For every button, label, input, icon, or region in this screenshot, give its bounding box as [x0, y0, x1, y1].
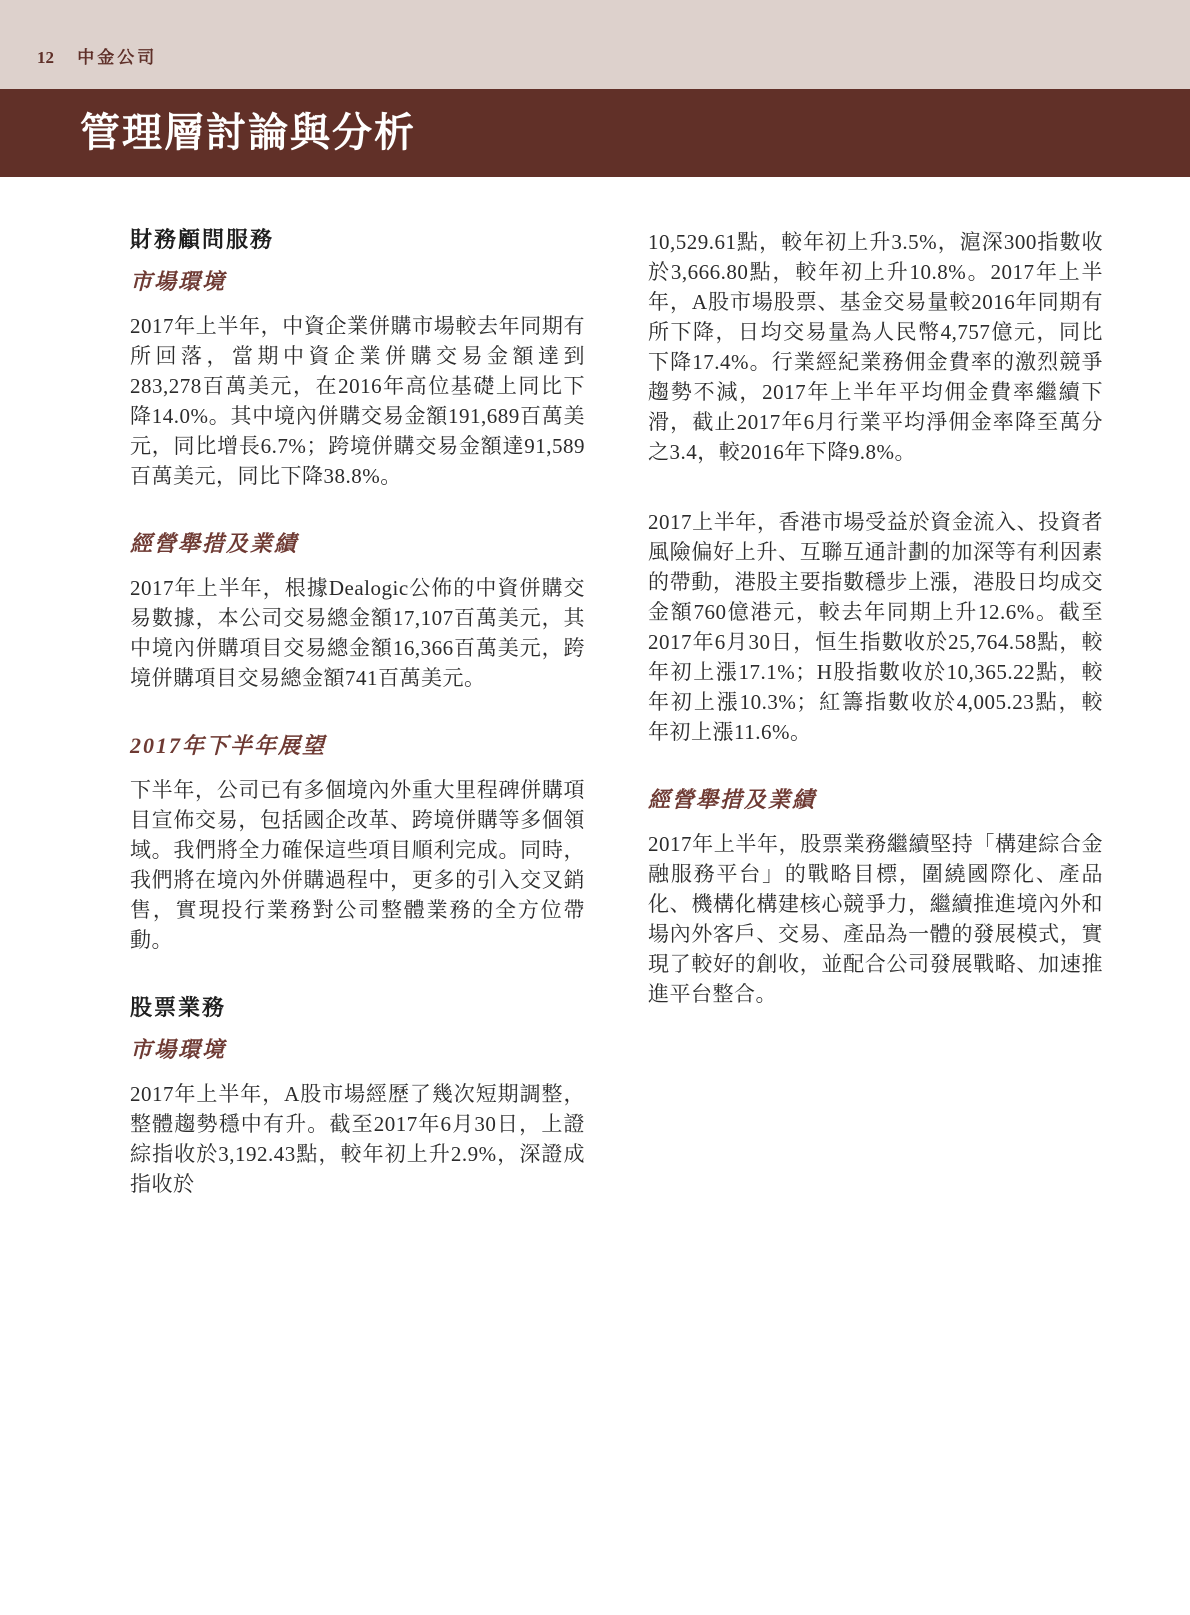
- section-heading-equities: 股票業務: [130, 995, 227, 1020]
- content-area: [0, 177, 1190, 1239]
- body-paragraph: 下半年，公司已有多個境內外重大里程碑併購項目宣佈交易，包括國企改革、跨境併購等多個領域。我們將全力確保這些項目順利完成。同時，我們將在境內外併購過程中，更多的引入交叉銷售，實現投行業務對公司整體業務的全方位帶動。: [130, 778, 585, 952]
- body-paragraph: 2017年上半年，A股市場經歷了幾次短期調整，整體趨勢穩中有升。截至2017年6月30日，上證綜指收於3,192.43點，較年初上升2.9%，深證成指收於: [130, 1082, 585, 1196]
- subsection-heading-outlook: 2017年下半年展望: [130, 733, 327, 758]
- section-heading-financial-advisory: 財務顧問服務: [130, 227, 275, 252]
- subsection-heading-operations-results: 經營舉措及業績: [648, 787, 817, 812]
- company-name: 中金公司: [77, 48, 158, 67]
- body-paragraph: 2017上半年，香港市場受益於資金流入、投資者風險偏好上升、互聯互通計劃的加深等有利因素的帶動，港股主要指數穩步上漲，港股日均成交金額760億港元，較去年同期上升12.6%。截至2017年6月30日，恒生指數收於25,764.58點，較年初上漲17.1%；H股指數收於10,365.22點，較年初上漲10.3%；紅籌指數收於4,005.23點，較年初上漲11.6%。: [648, 510, 1103, 744]
- body-paragraph: 2017年上半年，根據Dealogic公佈的中資併購交易數據，本公司交易總金額17,107百萬美元，其中境內併購項目交易總金額16,366百萬美元，跨境併購項目交易總金額741百萬美元。: [130, 576, 585, 690]
- page-number: 12: [37, 48, 54, 67]
- title-banner: [0, 89, 1190, 177]
- subsection-heading-operations-results: 經營舉措及業績: [130, 531, 299, 556]
- page-header: [0, 0, 1190, 89]
- subsection-heading-market-environment: 市場環境: [130, 1037, 227, 1062]
- body-paragraph: 2017年上半年，股票業務繼續堅持「構建綜合金融服務平台」的戰略目標，圍繞國際化、產品化、機構化構建核心競爭力，繼續推進境內外和場內外客戶、交易、產品為一體的發展模式，實現了較好的創收，並配合公司發展戰略、加速推進平台整合。: [648, 832, 1103, 1006]
- left-column: [130, 227, 585, 1239]
- page-title: 管理層討論與分析: [80, 110, 416, 155]
- body-paragraph: 10,529.61點，較年初上升3.5%，滬深300指數收於3,666.80點，較年初上升10.8%。2017年上半年，A股市場股票、基金交易量較2016年同期有所下降，日均交易量為人民幣4,757億元，同比下降17.4%。行業經紀業務佣金費率的激烈競爭趨勢不減，2017年上半年平均佣金費率繼續下滑，截止2017年6月行業平均淨佣金率降至萬分之3.4，較2016年下降9.8%。: [648, 230, 1103, 464]
- body-paragraph: 2017年上半年，中資企業併購市場較去年同期有所回落，當期中資企業併購交易金額達到283,278百萬美元，在2016年高位基礎上同比下降14.0%。其中境內併購交易金額191,689百萬美元，同比增長6.7%；跨境併購交易金額達91,589百萬美元，同比下降38.8%。: [130, 314, 585, 488]
- subsection-heading-market-environment: 市場環境: [130, 269, 227, 294]
- right-column: [648, 227, 1103, 1239]
